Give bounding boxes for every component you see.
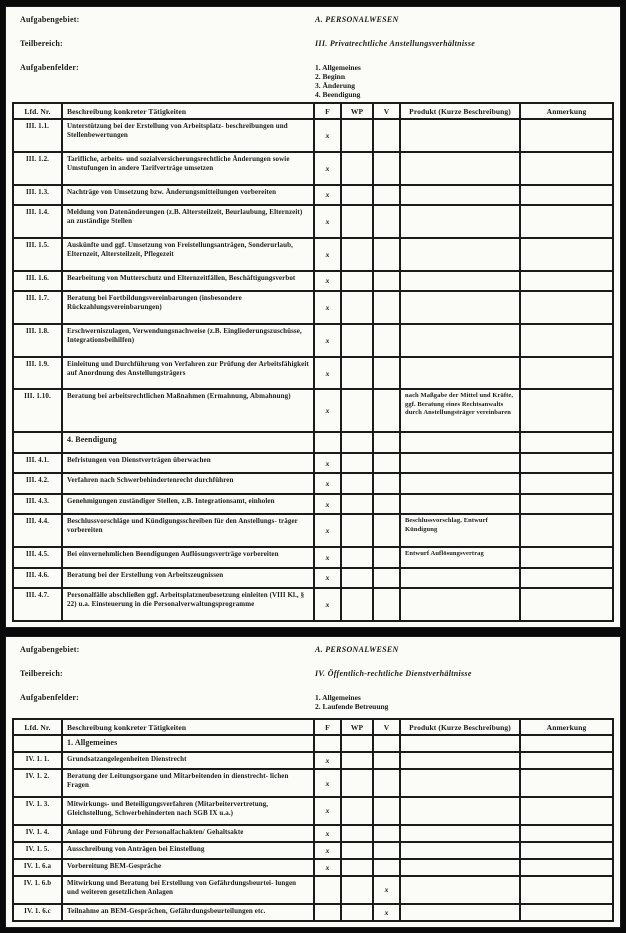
cell-f: x: [314, 514, 341, 547]
meta-labels: [20, 645, 315, 718]
cell-v: [373, 769, 400, 797]
cell-lfd-nr: III. 4.4.: [13, 514, 62, 547]
subheader-row: [13, 432, 613, 452]
cell-anmerkung: [520, 825, 613, 842]
cell-v: [373, 842, 400, 859]
section-heading-sub: IV. Öffentlich-rechtliche Dienstverhältnisse: [315, 669, 472, 678]
cell-lfd-nr: IV. 1. 3.: [13, 797, 62, 825]
cell-produkt: [400, 473, 520, 493]
cell-v: [373, 357, 400, 390]
column-header: F: [314, 719, 341, 735]
cell-anmerkung: [520, 769, 613, 797]
cell-f: x: [314, 769, 341, 797]
cell-produkt: [400, 357, 520, 390]
cell-lfd-nr: IV. 1. 2.: [13, 769, 62, 797]
cell-f: x: [314, 797, 341, 825]
cell-produkt: [400, 568, 520, 588]
cell-produkt: [400, 324, 520, 357]
cell-lfd-nr: [13, 432, 62, 452]
table-row: [13, 859, 613, 876]
cell-task: Genehmigungen zuständiger Stellen, z.B. Integrationsamt, einholen: [62, 494, 314, 514]
cell-produkt: [400, 859, 520, 876]
aufgabenfelder-list: [315, 693, 612, 711]
table-row: [13, 185, 613, 205]
sheet-meta-header: [12, 10, 614, 102]
cell-wp: [341, 205, 373, 238]
cell-anmerkung: [520, 357, 613, 390]
cell-v: [373, 735, 400, 752]
cell-v: [373, 588, 400, 621]
cell-produkt: [400, 904, 520, 921]
cell-lfd-nr: III. 4.1.: [13, 453, 62, 473]
cell-wp: [341, 185, 373, 205]
cell-v: [373, 752, 400, 769]
cell-task: Unterstützung bei der Erstellung von Arbeitsplatz- beschreibungen und Stellenbewertungen: [62, 119, 314, 152]
cell-task: Beratung bei arbeitsrechtlichen Maßnahmen (Ermahnung, Abmahnung): [62, 389, 314, 432]
aufgabenfeld-item: 1. Allgemeines: [315, 693, 361, 702]
cell-produkt: [400, 769, 520, 797]
cell-anmerkung: [520, 324, 613, 357]
cell-task: Tarifliche, arbeits- und sozialversicherungsrechtliche Änderungen sowie Umstufungen in andere Tarifverträge umsetzen: [62, 152, 314, 185]
cell-lfd-nr: III. 1.8.: [13, 324, 62, 357]
cell-anmerkung: [520, 473, 613, 493]
cell-anmerkung: [520, 271, 613, 291]
section-heading-main: A. PERSONALWESEN: [315, 15, 399, 24]
cell-task: Mitwirkung und Beratung bei Erstellung von Gefährdungsbeurtei- lungen und weiteren gesetzlichen Anlagen: [62, 876, 314, 904]
cell-produkt: [400, 119, 520, 152]
cell-wp: [341, 432, 373, 452]
aufgabenfeld-item: 4. Beendigung: [315, 90, 361, 99]
cell-v: x: [373, 904, 400, 921]
cell-produkt: Entwurf Auflösungsvertrag: [400, 547, 520, 567]
cell-f: x: [314, 324, 341, 357]
aufgabenfeld-item: 1. Allgemeines: [315, 63, 361, 72]
cell-wp: [341, 514, 373, 547]
table-row: [13, 453, 613, 473]
cell-lfd-nr: III. 1.3.: [13, 185, 62, 205]
label-aufgabenfelder: Aufgabenfelder:: [20, 63, 79, 72]
cell-lfd-nr: IV. 1. 6.c: [13, 904, 62, 921]
cell-produkt: Beschlussvorschlag, Entwurf Kündigung: [400, 514, 520, 547]
cell-lfd-nr: III. 1.10.: [13, 389, 62, 432]
cell-wp: [341, 291, 373, 324]
label-aufgabenfelder: Aufgabenfelder:: [20, 693, 79, 702]
table-row: [13, 494, 613, 514]
cell-v: [373, 568, 400, 588]
cell-wp: [341, 876, 373, 904]
cell-anmerkung: [520, 547, 613, 567]
cell-lfd-nr: IV. 1. 6.b: [13, 876, 62, 904]
table-header-row: [13, 719, 613, 735]
cell-produkt: [400, 291, 520, 324]
cell-task: Auskünfte und ggf. Umsetzung von Freistellungsanträgen, Sonderurlaub, Elternzeit, Altersteilzeit, Pflegezeit: [62, 238, 314, 271]
table-header-row: [13, 103, 613, 119]
cell-anmerkung: [520, 797, 613, 825]
cell-lfd-nr: III. 1.7.: [13, 291, 62, 324]
cell-v: [373, 432, 400, 452]
cell-wp: [341, 494, 373, 514]
cell-produkt: [400, 876, 520, 904]
cell-produkt: nach Maßgabe der Mittel und Kräfte, ggf. Beratung eines Rechtsanwalts durch Anstellungsträger vereinbaren: [400, 389, 520, 432]
cell-wp: [341, 547, 373, 567]
cell-task: Verfahren nach Schwerbehindertenrecht durchführen: [62, 473, 314, 493]
table-row: [13, 271, 613, 291]
cell-f: x: [314, 494, 341, 514]
cell-f: x: [314, 588, 341, 621]
table-row: [13, 324, 613, 357]
cell-task: Bearbeitung von Mutterschutz und Elternzeitfällen, Beschäftigungsverbot: [62, 271, 314, 291]
cell-task: Teilnahme an BEM-Gesprächen, Gefährdungsbeurteilungen etc.: [62, 904, 314, 921]
subsection-title: 1. Allgemeines: [62, 735, 314, 752]
column-header: WP: [341, 719, 373, 735]
cell-anmerkung: [520, 904, 613, 921]
table-row: [13, 547, 613, 567]
column-header: Lfd. Nr.: [13, 719, 62, 735]
cell-wp: [341, 769, 373, 797]
cell-v: [373, 185, 400, 205]
column-header: Anmerkung: [520, 719, 613, 735]
cell-anmerkung: [520, 494, 613, 514]
cell-lfd-nr: IV. 1. 5.: [13, 842, 62, 859]
cell-anmerkung: [520, 453, 613, 473]
cell-v: x: [373, 876, 400, 904]
sheet-personalwesen-iv: [5, 636, 621, 928]
cell-v: [373, 494, 400, 514]
cell-anmerkung: [520, 588, 613, 621]
cell-f: x: [314, 825, 341, 842]
cell-task: Erschwerniszulagen, Verwendungsnachweise (z.B. Eingliederungszuschüsse, Integrationsbeihilfen): [62, 324, 314, 357]
cell-produkt: [400, 238, 520, 271]
cell-anmerkung: [520, 152, 613, 185]
meta-labels: [20, 15, 315, 102]
cell-wp: [341, 588, 373, 621]
cell-wp: [341, 357, 373, 390]
column-header: Produkt (Kurze Beschreibung): [400, 103, 520, 119]
cell-lfd-nr: III. 1.9.: [13, 357, 62, 390]
cell-v: [373, 453, 400, 473]
cell-f: x: [314, 859, 341, 876]
section-heading-sub: III. Privatrechtliche Anstellungsverhältnisse: [315, 39, 476, 48]
cell-task: Mitwirkungs- und Beteiligungsverfahren (Mitarbeitervertretung, Gleichstellung, Schwerbehinderten nach SGB IX u.a.): [62, 797, 314, 825]
cell-wp: [341, 568, 373, 588]
meta-headings: [315, 645, 612, 718]
table-row: [13, 238, 613, 271]
cell-lfd-nr: III. 1.6.: [13, 271, 62, 291]
cell-lfd-nr: III. 1.5.: [13, 238, 62, 271]
cell-anmerkung: [520, 119, 613, 152]
column-header: Beschreibung konkreter Tätigkeiten: [62, 103, 314, 119]
table-row: [13, 357, 613, 390]
cell-f: [314, 432, 341, 452]
cell-anmerkung: [520, 185, 613, 205]
column-header: Beschreibung konkreter Tätigkeiten: [62, 719, 314, 735]
cell-wp: [341, 473, 373, 493]
cell-f: x: [314, 291, 341, 324]
cell-v: [373, 238, 400, 271]
cell-v: [373, 291, 400, 324]
tasks-table-wrap: [12, 718, 614, 922]
cell-f: x: [314, 238, 341, 271]
table-row: [13, 797, 613, 825]
cell-f: [314, 735, 341, 752]
table-row: [13, 588, 613, 621]
cell-anmerkung: [520, 389, 613, 432]
cell-wp: [341, 825, 373, 842]
cell-lfd-nr: III. 1.4.: [13, 205, 62, 238]
cell-f: [314, 876, 341, 904]
cell-anmerkung: [520, 876, 613, 904]
cell-v: [373, 119, 400, 152]
cell-lfd-nr: IV. 1. 4.: [13, 825, 62, 842]
cell-wp: [341, 752, 373, 769]
section-heading-main: A. PERSONALWESEN: [315, 645, 399, 654]
cell-lfd-nr: III. 4.3.: [13, 494, 62, 514]
cell-produkt: [400, 205, 520, 238]
cell-lfd-nr: [13, 735, 62, 752]
cell-f: x: [314, 453, 341, 473]
cell-v: [373, 205, 400, 238]
cell-v: [373, 547, 400, 567]
cell-task: Meldung von Datenänderungen (z.B. Altersteilzeit, Beurlaubung, Elternzeit) an zuständige Stellen: [62, 205, 314, 238]
cell-task: Beratung bei der Erstellung von Arbeitszeugnissen: [62, 568, 314, 588]
label-teilbereich: Teilbereich:: [20, 39, 63, 48]
table-row: [13, 291, 613, 324]
cell-wp: [341, 389, 373, 432]
cell-f: x: [314, 842, 341, 859]
table-row: [13, 205, 613, 238]
subsection-title: 4. Beendigung: [62, 432, 314, 452]
cell-v: [373, 859, 400, 876]
table-row: [13, 904, 613, 921]
column-header: F: [314, 103, 341, 119]
cell-produkt: [400, 735, 520, 752]
cell-anmerkung: [520, 514, 613, 547]
cell-task: Ausschreibung von Anträgen bei Einstellung: [62, 842, 314, 859]
cell-produkt: [400, 825, 520, 842]
cell-v: [373, 825, 400, 842]
cell-anmerkung: [520, 859, 613, 876]
cell-f: x: [314, 473, 341, 493]
label-aufgabengebiet: Aufgabengebiet:: [20, 15, 80, 24]
cell-task: Personalfälle abschließen ggf. Arbeitsplatzneubesetzung einleiten (VIII Kl., § 22) u.a. Einsteuerung in die Personalverwaltungsprogramme: [62, 588, 314, 621]
cell-produkt: [400, 271, 520, 291]
cell-task: Grundsatzangelegenheiten Dienstrecht: [62, 752, 314, 769]
table-row: [13, 514, 613, 547]
cell-produkt: [400, 842, 520, 859]
cell-anmerkung: [520, 205, 613, 238]
cell-lfd-nr: III. 1.2.: [13, 152, 62, 185]
cell-v: [373, 324, 400, 357]
cell-lfd-nr: III. 4.5.: [13, 547, 62, 567]
cell-f: x: [314, 271, 341, 291]
tasks-table-iii: [12, 102, 614, 622]
cell-wp: [341, 797, 373, 825]
cell-f: x: [314, 205, 341, 238]
cell-f: [314, 904, 341, 921]
cell-produkt: [400, 432, 520, 452]
cell-wp: [341, 453, 373, 473]
column-header: Anmerkung: [520, 103, 613, 119]
cell-wp: [341, 271, 373, 291]
cell-v: [373, 797, 400, 825]
table-row: [13, 473, 613, 493]
table-row: [13, 876, 613, 904]
cell-lfd-nr: III. 4.6.: [13, 568, 62, 588]
cell-task: Beschlussvorschläge und Kündigungsschreiben für den Anstellungs- träger vorbereiten: [62, 514, 314, 547]
cell-f: x: [314, 185, 341, 205]
aufgabenfeld-item: 3. Änderung: [315, 81, 356, 90]
table-row: [13, 389, 613, 432]
cell-f: x: [314, 357, 341, 390]
column-header: WP: [341, 103, 373, 119]
cell-anmerkung: [520, 568, 613, 588]
cell-f: x: [314, 547, 341, 567]
cell-wp: [341, 735, 373, 752]
cell-lfd-nr: III. 4.2.: [13, 473, 62, 493]
cell-produkt: [400, 752, 520, 769]
cell-wp: [341, 859, 373, 876]
cell-lfd-nr: IV. 1. 1.: [13, 752, 62, 769]
tasks-table-wrap: [12, 102, 614, 622]
cell-task: Anlage und Führung der Personalfachakten/ Gehaltsakte: [62, 825, 314, 842]
aufgabenfelder-list: [315, 63, 612, 99]
meta-headings: [315, 15, 612, 102]
cell-produkt: [400, 588, 520, 621]
subheader-row: [13, 735, 613, 752]
cell-wp: [341, 904, 373, 921]
sheet-personalwesen-iii: [5, 6, 621, 628]
column-header: Produkt (Kurze Beschreibung): [400, 719, 520, 735]
column-header: Lfd. Nr.: [13, 103, 62, 119]
table-row: [13, 568, 613, 588]
cell-produkt: [400, 494, 520, 514]
cell-v: [373, 514, 400, 547]
sheet-meta-header: [12, 640, 614, 718]
cell-anmerkung: [520, 842, 613, 859]
cell-v: [373, 271, 400, 291]
aufgabenfeld-item: 2. Beginn: [315, 72, 346, 81]
cell-f: x: [314, 752, 341, 769]
cell-produkt: [400, 453, 520, 473]
cell-anmerkung: [520, 238, 613, 271]
table-row: [13, 152, 613, 185]
cell-v: [373, 152, 400, 185]
table-row: [13, 752, 613, 769]
tasks-table-iv: [12, 718, 614, 922]
cell-v: [373, 389, 400, 432]
table-row: [13, 119, 613, 152]
cell-v: [373, 473, 400, 493]
cell-lfd-nr: IV. 1. 6.a: [13, 859, 62, 876]
cell-produkt: [400, 185, 520, 205]
cell-anmerkung: [520, 432, 613, 452]
cell-wp: [341, 119, 373, 152]
cell-anmerkung: [520, 752, 613, 769]
cell-wp: [341, 324, 373, 357]
cell-task: Nachträge von Umsetzung bzw. Änderungsmitteilungen vorbereiten: [62, 185, 314, 205]
cell-f: x: [314, 568, 341, 588]
table-row: [13, 769, 613, 797]
label-aufgabengebiet: Aufgabengebiet:: [20, 645, 80, 654]
table-row: [13, 825, 613, 842]
cell-f: x: [314, 389, 341, 432]
table-row: [13, 842, 613, 859]
cell-task: Befristungen von Dienstverträgen überwachen: [62, 453, 314, 473]
cell-f: x: [314, 152, 341, 185]
cell-task: Einleitung und Durchführung von Verfahren zur Prüfung der Arbeitsfähigkeit auf Anordnung des Anstellungsträgers: [62, 357, 314, 390]
cell-task: Bei einvernehmlichen Beendigungen Auflösungsverträge vorbereiten: [62, 547, 314, 567]
cell-produkt: [400, 797, 520, 825]
cell-lfd-nr: III. 4.7.: [13, 588, 62, 621]
cell-anmerkung: [520, 291, 613, 324]
cell-task: Beratung bei Fortbildungsvereinbarungen (insbesondere Rückzahlungsvereinbarungen): [62, 291, 314, 324]
label-teilbereich: Teilbereich:: [20, 669, 63, 678]
cell-anmerkung: [520, 735, 613, 752]
cell-task: Beratung der Leitungsorgane und Mitarbeitenden in dienstrecht- lichen Fragen: [62, 769, 314, 797]
cell-wp: [341, 152, 373, 185]
aufgabenfeld-item: 2. Laufende Betreuung: [315, 702, 389, 711]
cell-task: Vorbereitung BEM-Gespräche: [62, 859, 314, 876]
column-header: V: [373, 719, 400, 735]
cell-lfd-nr: III. 1.1.: [13, 119, 62, 152]
cell-produkt: [400, 152, 520, 185]
cell-f: x: [314, 119, 341, 152]
column-header: V: [373, 103, 400, 119]
cell-wp: [341, 238, 373, 271]
cell-wp: [341, 842, 373, 859]
